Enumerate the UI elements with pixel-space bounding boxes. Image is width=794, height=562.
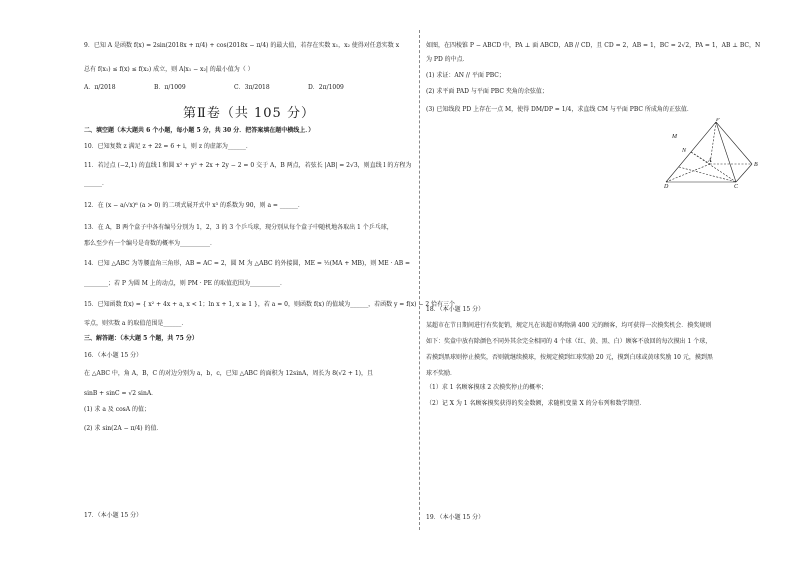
q14-line1: 14．已知 △ABC 为等腰直角三角形，AB = AC = 2，圆 M 为 △ABC 的外接圆，ME = ½(MA + MB)，则 ME · AB =: [84, 260, 411, 267]
q18-part1: （1）求 1 名顾客摸球 2 次摸奖停止的概率；: [426, 384, 548, 391]
q16-line1: 在 △ABC 中，角 A，B，C 的对边分别为 a，b，c，已知 △ABC 的面积为 12sinA，周长为 8(√2 + 1)，且: [84, 370, 374, 377]
column-divider: [419, 30, 420, 530]
q11-line1: 11．若过点 (−2,1) 的直线 l 和圆 x² + y² + 2x + 2y − 2 = 0 交于 A，B 两点，若弦长 |AB| = 2√3，则直线 l 的方程为: [84, 162, 412, 169]
q18-line3: 若摸到黑球则停止摸奖，否则就继续摸球，按规定摸到红球奖励 20 元，摸到白球或黄球奖励 10 元，摸到黑: [426, 354, 713, 361]
q16-line3: (1) 求 a 及 cosA 的值；: [84, 406, 150, 413]
q16-line2: sinB + sinC = √2 sinA．: [84, 390, 158, 397]
q19-header: 19．（本小题 15 分）: [426, 514, 485, 521]
q-pyramid-part2: (2) 求平面 PAD 与平面 PBC 夹角的余弦值；: [426, 88, 548, 95]
label-m: M: [672, 134, 677, 140]
q14-line2: ________；若 P 为圆 M 上的动点，则 PM · PE 的取值范围为__________．: [84, 280, 286, 287]
q12: 12．在 (x − a/√x)⁶ (a > 0) 的二项式展开式中 x³ 的系数为 90，则 a = ______．: [84, 202, 304, 209]
q11-line2: ______．: [84, 180, 109, 187]
q18-line4: 球不奖励．: [426, 370, 457, 377]
q9-option-a: A．π/2018: [84, 84, 116, 91]
q16-line4: (2) 求 sin(2A − π/4) 的值．: [84, 425, 163, 432]
q13-line1: 13．在 A，B 两个盒子中各有编号分别为 1，2，3 的 3 个乒乓球，现分别从每个盒子中随机地各取出 1 个乒乓球，: [84, 224, 393, 231]
label-b: B: [754, 162, 758, 168]
q9-line1: 9．已知 A 是函数 f(x) = 2sin(2018x + π/4) + cos(2018x − π/4) 的最大值，若存在实数 x₁，x₂ 使得对任意实数 x: [84, 42, 400, 49]
q-pyramid-part3: (3) 已知线段 PD 上存在一点 M，使得 DM/DP = 1/4，求直线 CM 与平面 PBC 所成角的正弦值．: [426, 106, 693, 113]
q9-line2: 总有 f(x₁) ≤ f(x) ≤ f(x₂) 成立，则 A|x₁ − x₂| 的最小值为（ ）: [84, 66, 254, 73]
label-p: P: [716, 118, 720, 123]
label-a: A: [708, 158, 712, 164]
label-d: D: [664, 184, 669, 188]
q16-header: 16．（本小题 15 分）: [84, 352, 143, 359]
q15-line2: 零点，则实数 a 的取值范围是______．: [84, 320, 188, 327]
label-n: N: [682, 148, 687, 154]
label-c: C: [734, 184, 739, 188]
q18-line1: 某超市在节日期间进行有奖促销，规定凡在该超市购物满 400 元的顾客，均可获得一次摸奖机会．摸奖规则: [426, 322, 712, 329]
q15-line1: 15．已知函数 f(x) = { x² + 4x + a, x < 1；ln x + 1, x ≥ 1 }，若 a = 0，则函数 f(x) 的值域为______，若函数 y = f(x) − 2 恰有三个: [84, 301, 456, 308]
q10: 10．已知复数 z 满足 z + 2z̄ = 6 + i，则 z 的虚部为______．: [84, 143, 252, 150]
fill-in-header: 二、填空题（本大题共 6 个小题，每小题 5 分，共 30 分．把答案填在题中横线上．）: [84, 127, 315, 134]
q9-option-b: B．π/1009: [154, 84, 186, 91]
solve-header: 三、解答题：（本大题 5 个题，共 75 分）: [84, 335, 198, 342]
q18-part2: （2）记 X 为 1 名顾客摸奖获得的奖金数额，求随机变量 X 的分布列和数学期望．: [426, 400, 646, 407]
q-pyramid-line2: 为 PD 的中点．: [426, 56, 469, 63]
q-pyramid-part1: (1) 求证：AN // 平面 PBC；: [426, 72, 505, 79]
q18-line2: 如下：奖盒中放有除颜色不同外其余完全相同的 4 个球（红、黄、黑、白）顾客不放回的每次摸出 1 个球，: [426, 338, 712, 345]
q18-header: 18．（本小题 15 分）: [426, 306, 485, 313]
q13-line2: 那么至少有一个编号是奇数的概率为__________．: [84, 240, 217, 247]
q9-option-d: D．2π/1009: [308, 84, 344, 91]
pyramid-figure: [664, 118, 764, 188]
q17-header: 17．（本小题 15 分）: [84, 512, 143, 519]
q9-option-c: C．3π/2018: [234, 84, 270, 91]
section-2-title: 第Ⅱ卷（共 105 分）: [183, 106, 315, 121]
q-pyramid-line1: 如图，在四棱锥 P − ABCD 中，PA ⊥ 面 ABCD，AB // CD，且 CD = 2，AB = 1，BC = 2√2，PA = 1，AB ⊥ BC，N: [426, 42, 761, 49]
